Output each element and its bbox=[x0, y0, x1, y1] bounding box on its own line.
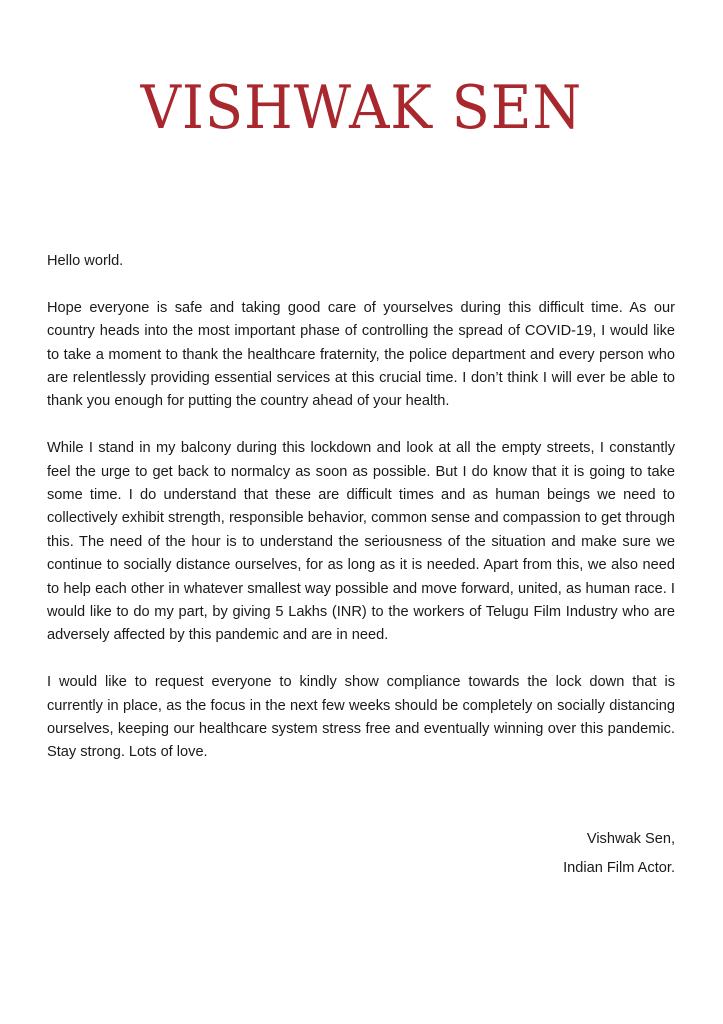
signature-name: Vishwak Sen, bbox=[586, 831, 675, 847]
paragraph-1: Hope everyone is safe and taking good care of yourselves during this difficult time. As our country heads into the most important phase of controlling the spread of COVID-19, I would like to take a moment to thank the healthcare fraternity, the police department and every person who are relentlessly providing essential services at this crucial time. I don’t think I will ever be able to thank you enough for putting the country ahead of your health. bbox=[47, 299, 675, 410]
letter-body bbox=[47, 250, 675, 788]
signature-title: Indian Film Actor. bbox=[563, 860, 675, 876]
letterhead-logo: VISHWAK SEN bbox=[140, 73, 583, 143]
signature-block bbox=[563, 825, 675, 883]
letterhead bbox=[0, 62, 723, 154]
paragraph-3: I would like to request everyone to kindly show compliance towards the lock down that is currently in place, as the focus in the next few weeks should be completely on socially distancing ourselves, keeping our healthcare system stress free and eventually winning over this pandemic. Stay strong. Lots of love. bbox=[47, 674, 675, 761]
paragraph-2: While I stand in my balcony during this lockdown and look at all the empty streets, I constantly feel the urge to get back to normalcy as soon as possible. But I do know that it is going to take some time. I do understand that these are difficult times and as human beings we need to collectively exhibit strength, responsible behavior, common sense and compassion to get through this. The need of the hour is to understand the seriousness of the situation and make sure we continue to socially distance ourselves, for as long as it is needed. Apart from this, we also need to help each other in whatever smallest way possible and move forward, united, as human race. I would like to do my part, by giving 5 Lakhs (INR) to the workers of Telugu Film Industry who are adversely affected by this pandemic and are in need. bbox=[47, 440, 675, 644]
salutation: Hello world. bbox=[47, 253, 124, 269]
